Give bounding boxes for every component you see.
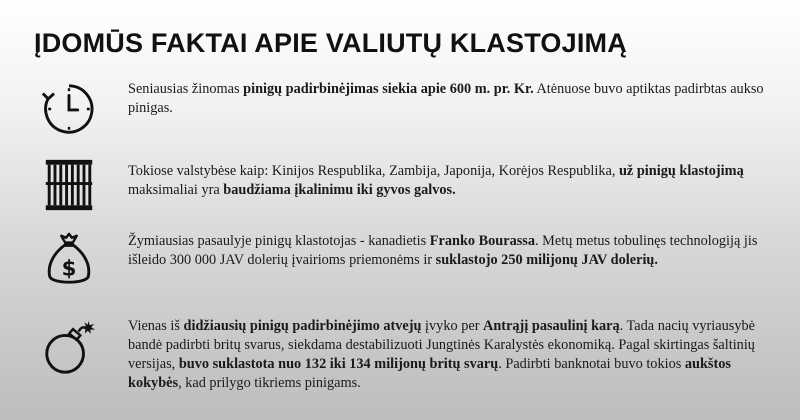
bold-text-segment: Franko Bourassa — [429, 233, 536, 249]
svg-text:$: $ — [61, 256, 77, 282]
fact-text — [128, 317, 768, 393]
bold-text-segment: baudžiama įkalinimu iki gyvos galvos. — [223, 182, 456, 198]
bomb-icon — [40, 319, 98, 377]
fact-text — [128, 230, 768, 270]
bold-text-segment: didžiausių pinigų padirbinėjimo atvejų — [183, 318, 422, 334]
bold-text-segment: Antrąjį pasaulinį karą — [483, 318, 620, 334]
fact-oldest-counterfeit — [40, 80, 780, 138]
bold-text-segment: aukštos kokybės — [128, 356, 731, 391]
text-segment: Tokiose valstybėse kaip: Kinijos Respublika, Zambija, Japonija, Korėjos Respublika, — [128, 163, 619, 179]
fact-famous-counterfeiter — [40, 230, 780, 288]
bold-text-segment: už pinigų klastojimą — [618, 163, 744, 179]
clock-icon — [40, 80, 98, 138]
text-segment: Seniausias žinomas — [128, 81, 244, 97]
fact-text — [128, 156, 768, 200]
bold-text-segment: pinigų padirbinėjimas siekia apie 600 m. pr. Kr. — [243, 81, 534, 97]
page-title: ĮDOMŪS FAKTAI APIE VALIUTŲ KLASTOJIMĄ — [34, 28, 627, 58]
fact-punishment — [40, 156, 780, 214]
text-segment: įvyko per — [421, 318, 484, 334]
bold-text-segment: suklastojo 250 milijonų JAV dolerių. — [435, 252, 658, 268]
text-segment: Žymiausias pasaulyje pinigų klastotojas - kanadietis — [128, 233, 430, 249]
fact-ww2-counterfeit — [40, 317, 780, 393]
money-bag-icon — [40, 230, 98, 288]
text-segment: Vienas iš — [128, 318, 184, 334]
text-segment: . Padirbti banknotai buvo tokios — [498, 356, 685, 372]
text-segment: . Tada nacių vyriausybė bandė padirbti britų svarus, siekdama destabilizuoti Jungtinės Karalystės ekonomiką. Pagal skirtingas šaltinių versijas, — [128, 318, 755, 372]
bold-text-segment: buvo suklastota nuo 132 iki 134 milijonų britų svarų — [178, 356, 499, 372]
prison-bars-icon — [40, 156, 98, 214]
text-segment: Atėnuose buvo aptiktas padirbtas aukso pinigas. — [128, 81, 764, 116]
text-segment: . Metų metus tobulinęs technologiją jis išleido 300 000 JAV dolerių įvairioms priemonėms ir — [128, 233, 758, 268]
text-segment: maksimaliai yra — [128, 182, 224, 198]
fact-text — [128, 80, 768, 118]
text-segment: , kad prilygo tikriems pinigams. — [178, 375, 361, 391]
